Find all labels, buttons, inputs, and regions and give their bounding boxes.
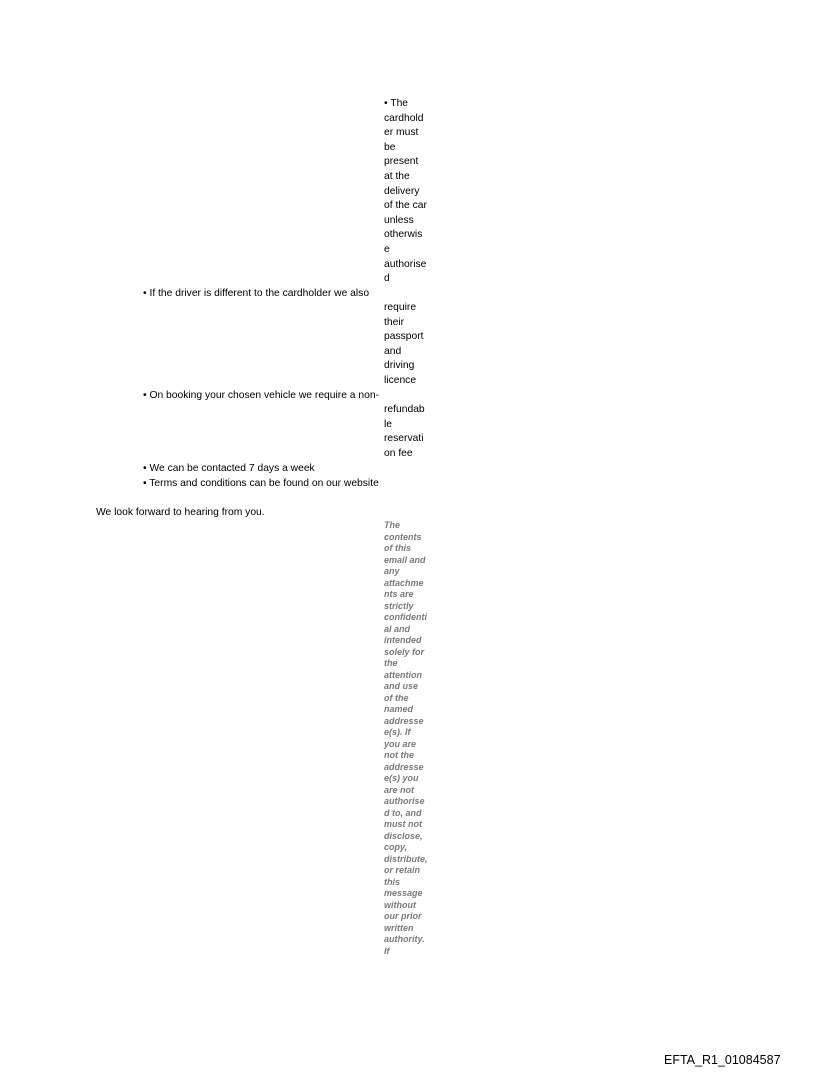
closing-line: We look forward to hearing from you. — [96, 507, 265, 518]
bullet-contact-days: • We can be contacted 7 days a week — [143, 463, 315, 474]
bullet-reservation-fee-lead: • On booking your chosen vehicle we require a non- — [143, 390, 379, 401]
bullet-cardholder-present: • The cardhold er must be present at the delivery of the car unless otherwis e authorise d — [384, 98, 427, 285]
bullet-terms-conditions: • Terms and conditions can be found on our website — [143, 478, 379, 489]
bullet-reservation-fee-continuation: refundab le reservati on fee — [384, 404, 425, 459]
document-id-footer: EFTA_R1_01084587 — [664, 1053, 781, 1067]
bullet-driver-different-lead: • If the driver is different to the cardholder we also — [143, 288, 370, 299]
confidentiality-disclaimer: The contents of this email and any attachme nts are strictly confidenti al and intended solely for the attention and use of the named addresse e(s). If you are not the addresse e(s) you are not authorise d to, and must not disclose, copy, distribute, or retain this message without our prior written authority. If — [384, 520, 428, 956]
bullet-driver-different-continuation: require their passport and driving licence — [384, 302, 424, 386]
